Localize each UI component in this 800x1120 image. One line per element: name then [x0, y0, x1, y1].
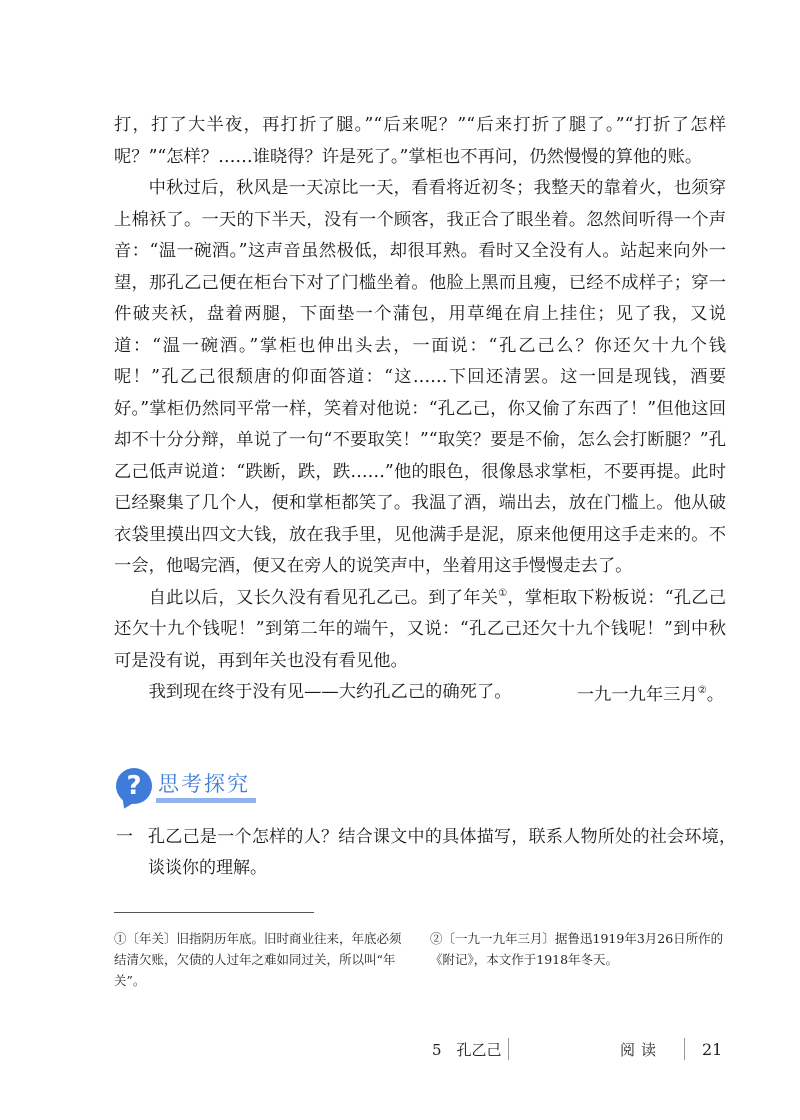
section-underline [156, 798, 256, 803]
question-text: 孔乙己是一个怎样的人？结合课文中的具体描写，联系人物所处的社会环境，谈谈你的理解。 [148, 827, 736, 878]
footnote-ref-2[interactable]: ② [697, 685, 707, 696]
footnote-1-mark: ① [114, 931, 127, 946]
paragraph-1: 打，打了大半夜，再打折了腿。”“后来呢？”“后来打折了腿了。”“打折了怎样呢？”“怎样？……谁晓得？许是死了。”掌柜也不再问，仍然慢慢的算他的账。 [114, 115, 726, 167]
footnote-1 [114, 928, 404, 991]
section-title: 思考探究 [158, 772, 250, 796]
question-icon: ? [116, 768, 152, 804]
footnote-2-text: 〔一九一九年三月〕据鲁迅1919年3月26日所作的《附记》，本文作于1918年冬天。 [430, 931, 724, 967]
signoff-end: 。 [706, 685, 724, 705]
section-header [116, 768, 316, 808]
main-text [114, 110, 726, 709]
footnote-2-mark: ② [430, 931, 443, 946]
paragraph-4: 我到现在终于没有见——大约孔乙己的确死了。 [148, 682, 512, 702]
paragraph-3-after: ，掌柜取下粉板说：“孔乙己还欠十九个钱呢！”到第二年的端午，又说：“孔乙己还欠十九个钱呢！”到中秋可是没有说，再到年关也没有看见他。 [114, 587, 726, 671]
footnote-divider [114, 912, 314, 913]
footnote-ref-1[interactable]: ① [498, 587, 508, 599]
signoff-date: 一九一九年三月 [576, 685, 698, 705]
paragraph-2: 中秋过后，秋风是一天凉比一天，看看将近初冬；我整天的靠着火，也须穿上棉袄了。一天的下半天，没有一个顾客，我正合了眼坐着。忽然间听得一个声音：“温一碗酒。”这声音虽然极低，却很耳熟。看时又全没有人。站起来向外一望，那孔乙己便在柜台下对了门槛坐着。他脸上黑而且瘦，已经不成样子；穿一件破夹袄，盘着两腿，下面垫一个蒲包，用草绳在肩上挂住；见了我，又说道：“温一碗酒。”掌柜也伸出头去，一面说：“孔乙己么？你还欠十九个钱呢！”孔乙己很颓唐的仰面答道：“这……下回还清罢。这一回是现钱，酒要好。”掌柜仍然同平常一样，笑着对他说：“孔乙己，你又偷了东西了！”但他这回却不十分分辩，单说了一句“不要取笑！”“取笑？要是不偷，怎么会打断腿？”孔乙己低声说道：“跌断，跌，跌……”他的眼色，很像恳求掌柜，不要再提。此时已经聚集了几个人，便和掌柜都笑了。我温了酒，端出去，放在门槛上。他从破衣袋里摸出四文大钱，放在我手里，见他满手是泥，原来他便用这手走来的。不一会，他喝完酒，便又在旁人的说笑声中，坐着用这手慢慢走去了。 [114, 178, 726, 576]
date-signoff [577, 680, 724, 711]
footnote-2 [430, 928, 726, 970]
question-item [116, 822, 736, 884]
footer-divider-1 [508, 1038, 509, 1060]
page-number: 21 [702, 1040, 723, 1059]
footer-divider-2 [684, 1038, 685, 1060]
footer-lesson: 5 孔乙己 [432, 1041, 502, 1059]
paragraph-3-before: 自此以后，又长久没有看见孔乙己。到了年关 [148, 587, 499, 608]
question-number: 一 [116, 827, 133, 847]
footnote-1-text: 〔年关〕旧指阴历年底。旧时商业往来，年底必须结清欠账，欠债的人过年之难如同过关，所以叫“年关”。 [114, 931, 402, 988]
footer-section: 阅读 [620, 1041, 663, 1059]
paragraph-3 [114, 583, 726, 678]
